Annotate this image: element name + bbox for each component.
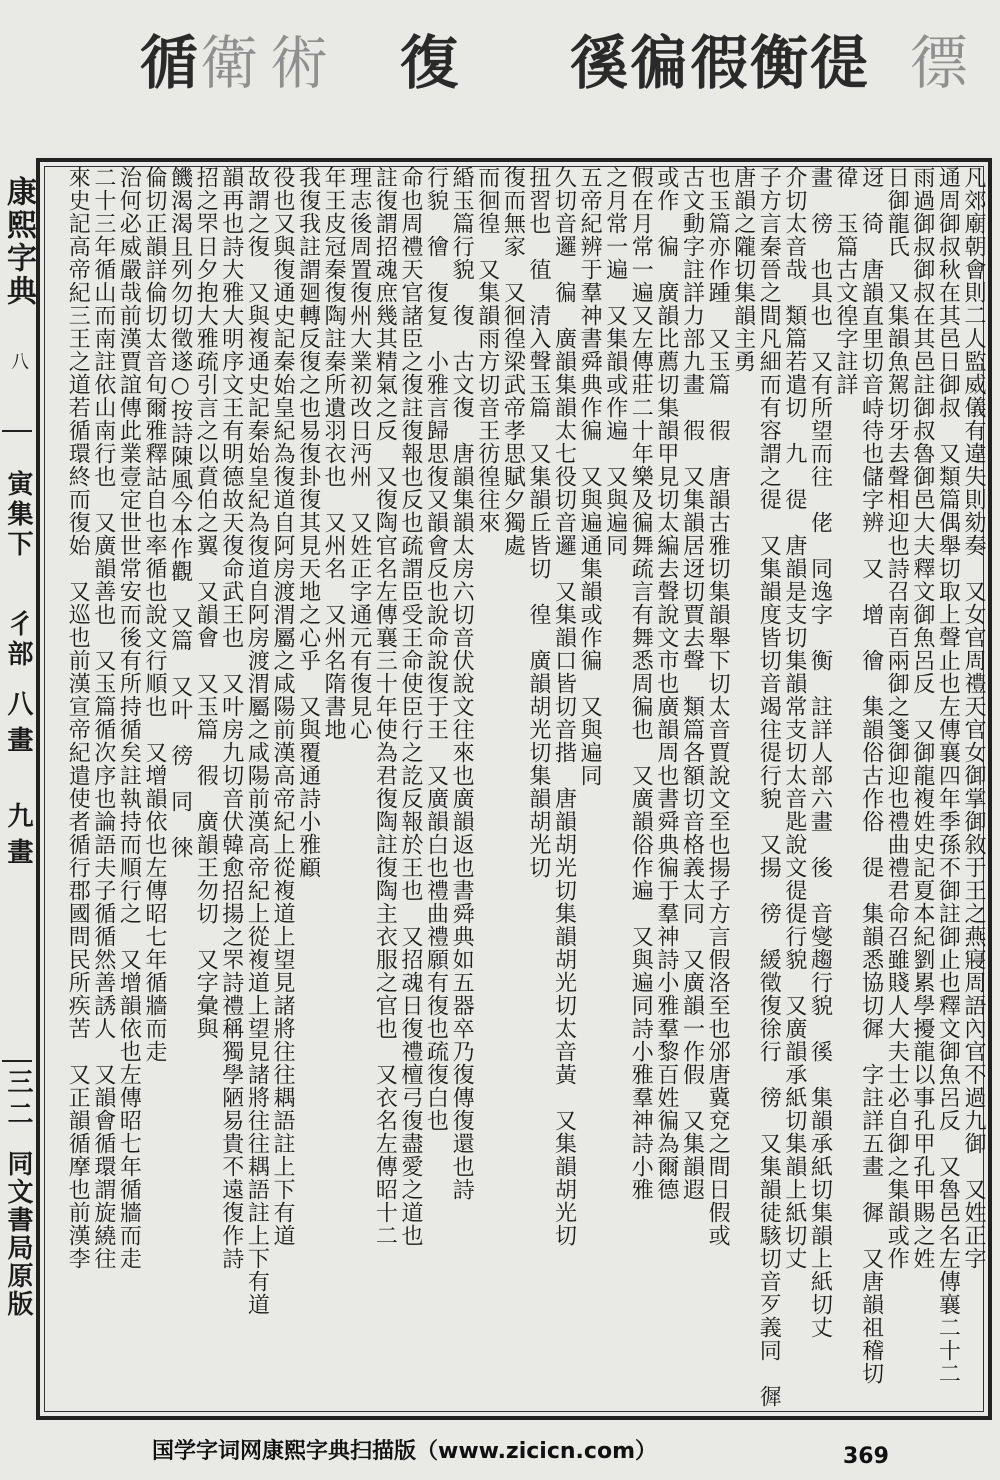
text-column: 行貌 徻 復复 小雅言歸思復又韻會反也說命說復于王 又廣韻白也禮曲禮願有復也疏復白也 <box>423 166 449 1132</box>
text-column: 久切音邏 徧 廣韻集韻太七役切音邏 又集韻口皆切音揩 唐韻胡光切集韻胡光切太音黃 又集韻胡光切 <box>551 166 577 1247</box>
text-column: 也玉篇亦作踵 又玉篇 徦 唐韻古雅切集韻舉下切太音賈說文至也揚子方言假洛至也邠唐冀兗之間日假或 <box>705 166 731 1247</box>
text-column: 凡郊廟朝會則二人監威儀有違失則劾奏 又女官周禮天官女御掌御敘于王之燕寢周語內官不過九御 又姓正字 <box>961 166 986 1270</box>
text-column: 二十三年循山而南註依山南行也 又廣韻善也 又玉篇循次序也論語夫子循循然善誘人 又韻會循環謂旋繞往 <box>90 166 116 1270</box>
text-column: 或作 徧 廣韻比薦切集韻甲見切太編去聲說文市也廣韻周也書舜典徧于羣神詩小雅羣黎百姓徧為爾德 <box>653 166 679 1201</box>
text-column: 招之罘日夕抱大雅疏引言之以賁伯之翼 又韻會 又玉篇 徦 廣韻王勿切 又字彙與 <box>193 166 219 1040</box>
seal-glyph: 徧 <box>630 29 689 97</box>
seal-glyph: 徦 <box>690 29 749 97</box>
strokes-label: 八畫 九畫 <box>3 690 33 874</box>
part-mark: 八 <box>8 352 29 370</box>
text-column: 畫 徬 也具也 又有所望而往 佬 同逸字 衡 註詳人部六畫 後 音燮趨行貌 徯 集韻承紙切集韻上紙切丈 <box>807 166 833 1339</box>
publisher-label: 同文書局原版 <box>3 1150 33 1318</box>
text-column: 饑渴渴且列勿切徵遂○按詩陳風今本作觀 又篇 又叶 徬 同 徠 <box>167 166 193 859</box>
source-watermark: 国学字词网康熙字典扫描版（www.zicicn.com） <box>152 1439 657 1464</box>
seal-script-header <box>120 14 980 124</box>
text-column: 假在月常一遍又左傳莊二十年樂及徧舞疏言有舞悉周徧也 又廣韻俗作遍 又與遍同詩小雅羣神詩小雅 <box>628 166 654 1201</box>
text-column: 年王皮冠秦復陶註秦所遺羽衣也 又州名 又州名隋書地 <box>321 166 347 741</box>
page-in-volume: 三二 <box>3 1068 33 1132</box>
text-column: 五帝紀辨于羣神書舜典作徧 又與遍通集韻或作徧 又與遍同 <box>577 166 603 787</box>
text-column: 子方言秦晉之間凡細而有容謂之徥 又集韻度皆切音竭往徥行貌 又揚 徬 緩徵復徐行 徬 又集韻徒駭切音歹義同 徲 唐韻之隴切集韻主勇 <box>730 166 782 1431</box>
text-column: 來史記高帝紀三王之道若循環終而復始 又巡也前漢宣帝紀遣使者循行郡國問民所疾苦 又正韻循摩也前漢李 <box>65 166 91 1270</box>
text-column: 而徊徨 又集韻雨方切音王彷徨往來 <box>474 166 500 534</box>
divider <box>2 1060 32 1062</box>
section-label: 彳部 <box>3 610 33 670</box>
seal-glyph: 徯 <box>570 29 629 97</box>
dictionary-body-text <box>44 166 986 1431</box>
text-column: 通周御叔秋在其邑日御叔 又類篇偶舉切取上聲止也左傳襄四年季孫不御註御止也釋文御魚呂反 又魯邑名左傳襄二十二 <box>935 166 961 1385</box>
text-column: 雨過御叔御叔在其邑註御叔魯御邑大夫釋文御魚呂反 又御龍複姓史記夏本紀劉累學擾龍以事孔甲孔甲賜之姓 <box>909 166 935 1270</box>
text-column: 我復我註謂廻轉反復之也易復卦復其見天地之心乎 又與覆通詩小雅顧 <box>295 166 321 879</box>
seal-glyph: 徥 <box>810 29 869 97</box>
seal-glyph: 徱 <box>910 29 969 97</box>
page-number: 369 <box>843 1444 889 1469</box>
book-title: 康熙字典 <box>1 176 36 308</box>
divider <box>2 430 32 432</box>
text-column: 倫切正韻詳倫切太音旬爾雅釋詁自也率循也說文行順也 又增韻依也左傳昭七年循牆而走 <box>142 166 167 1063</box>
text-column: 韻再也詩大雅大明序文王有明德故天復命武王也 又叶房九切音伏韓愈招揚之罘詩禮稱獨學陋易貴不遠復作詩 <box>218 166 244 1270</box>
seal-glyph: 衡 <box>750 29 809 97</box>
volume-label: 寅集下 <box>3 470 33 560</box>
page-footer <box>0 1422 1000 1480</box>
text-column: 迓 徛 唐韻直里切音峙待也儲字辨 又 增 徻 集韻俗古作俗 徥 集韻悉協切徲 字註詳五畫 徲 又唐韻祖稽切 徫 玉篇古文徨字註詳 <box>833 166 884 1408</box>
text-column: 命也周禮天官諸臣之復註復報也反也疏謂臣受王命使臣行之訖反報於王也 又招魂日復禮檀弓復盡愛之道也 <box>397 166 423 1247</box>
text-column: 役也又與復通史記秦始皇紀為復道自阿房渡渭屬之咸陽前漢高帝紀上從複道上望見諸將往往耦語註上下有道 <box>269 166 295 1247</box>
text-column: 復而無家 又徊徨梁武帝孝思賦夕獨處 <box>500 166 526 557</box>
text-column: 日御龍氏 又集韻魚駕切牙去聲相迎也詩召南百兩御之箋御迎也禮曲禮君命召雖賤人大夫士必自御之集韻或作 <box>884 166 910 1270</box>
text-column: 之月常一遍 又集韻或作遍 又與遍同 <box>602 166 628 557</box>
text-column: 故謂之復 又與複通史記秦始皇紀為復道自阿房渡渭屬之咸陽前漢高帝紀上從複道上望見諸將往往耦語註上下有道 <box>244 166 270 1316</box>
seal-glyph: 循 <box>140 29 199 97</box>
text-column: 註復謂招魂庶幾其精氣之反 又復陶官名左傳襄三十年使為君復陶註復陶主衣服之官也 又衣名左傳昭十二 <box>372 166 398 1247</box>
text-column: 治何必威嚴哉前漢賈誼傳此業壹定世世常安而後有所持循矣註執持而順行之 又增韻依也左傳昭七年循牆而走 <box>116 166 142 1270</box>
seal-glyph: 復 <box>400 29 459 97</box>
seal-glyph: 衛 <box>200 29 259 97</box>
seal-glyph: 術 <box>270 29 329 97</box>
text-column: 緍玉篇行貌 復 古文復 唐韻集韻太房六切音伏說文往來也廣韻返也書舜典如五器卒乃復傳復還也詩 <box>449 166 475 1201</box>
text-column: 扭習也 徝 清入聲玉篇 又集韻丘皆切 徨 廣韻胡光切集韻胡光切 <box>525 166 551 879</box>
text-column: 理志後周置復州大業初改日沔州 又姓正字通元有復見心 <box>346 166 372 741</box>
text-column: 古文動字註詳力部九畫 徦 又集韻居迓切賈去聲 類篇各額切音格義太同 又廣韻一作假 又集韻遐 <box>679 166 705 1201</box>
text-column: 介切太音哉 類篇若遣切 九 徥 唐韻是支切集韻常支切太音匙說文徥徥行貌 又廣韻承紙切集韻上紙切丈 <box>781 166 807 1270</box>
